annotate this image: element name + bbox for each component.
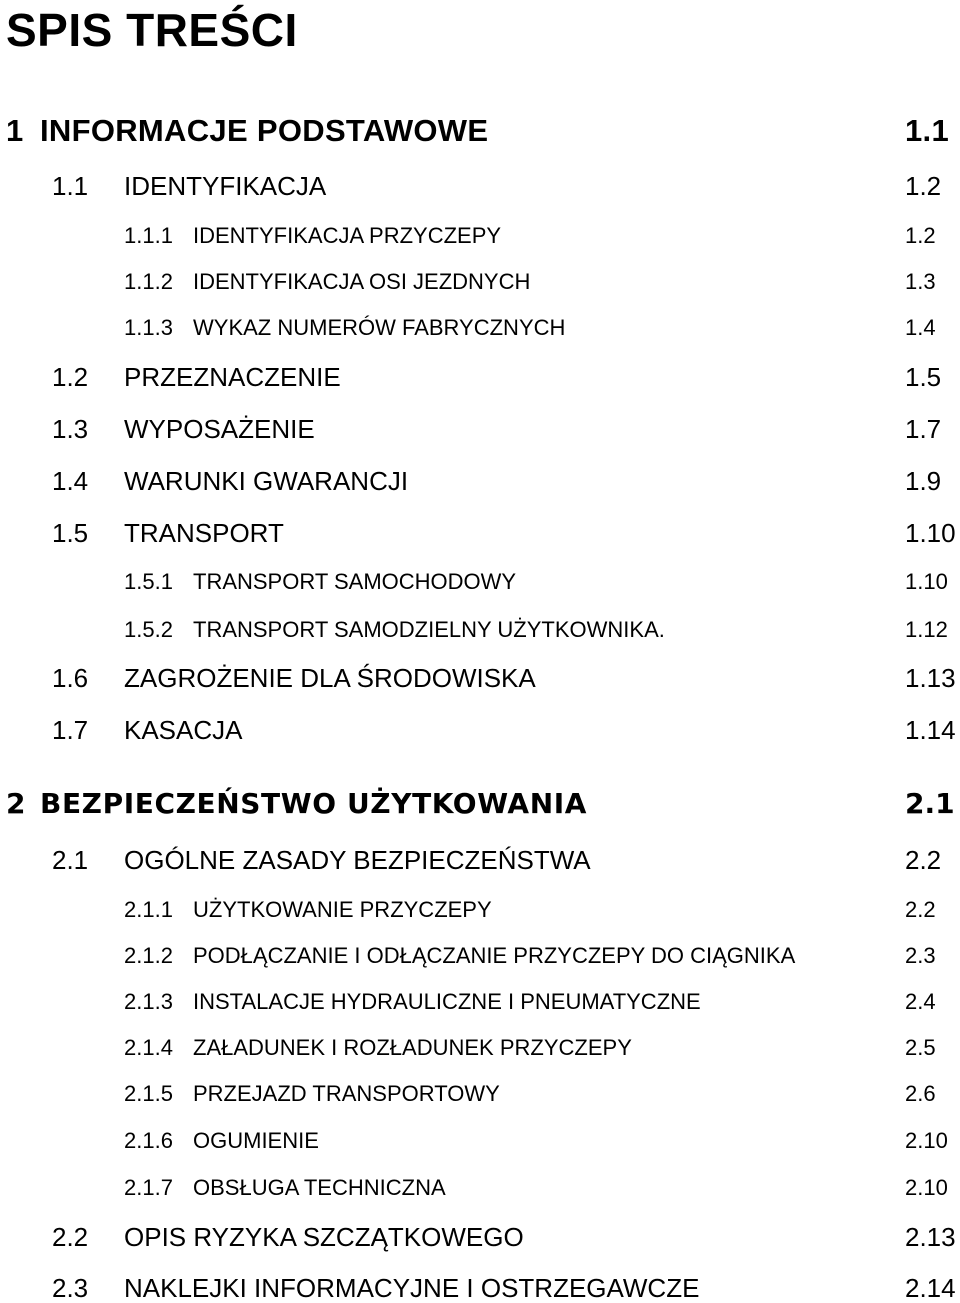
toc-page: 2.4 xyxy=(905,989,936,1014)
toc-page: 2.2 xyxy=(905,897,936,922)
toc-title: OGÓLNE ZASADY BEZPIECZEŃSTWA xyxy=(124,845,591,875)
toc-page: 1.1 xyxy=(905,113,949,148)
toc-page: 2.10 xyxy=(905,1128,948,1153)
toc-title: KASACJA xyxy=(124,715,243,745)
toc-number: 1.1.1 xyxy=(124,223,173,248)
toc-title: PODŁĄCZANIE I ODŁĄCZANIE PRZYCZEPY DO CIĄGNIKA xyxy=(193,943,796,968)
toc-page: 2.10 xyxy=(905,1175,948,1200)
toc-title: OGUMIENIE xyxy=(193,1128,319,1153)
toc-page: 1.9 xyxy=(905,466,942,496)
toc-title: IDENTYFIKACJA OSI JEZDNYCH xyxy=(193,269,531,294)
toc-title: WYKAZ NUMERÓW FABRYCZNYCH xyxy=(193,315,566,340)
toc-number: 2.1 xyxy=(52,845,89,875)
toc-number: 1.6 xyxy=(52,663,89,693)
toc-page: 1.10 xyxy=(905,569,948,594)
page-title: SPIS TREŚCI xyxy=(6,4,298,56)
toc-page: 2.2 xyxy=(905,845,942,875)
toc-title: BEZPIECZEŃSTWO UŻYTKOWANIA xyxy=(40,787,588,820)
toc-page: 2.6 xyxy=(905,1081,936,1106)
toc-title: WYPOSAŻENIE xyxy=(124,414,315,444)
toc-number: 2.1.7 xyxy=(124,1175,173,1200)
toc-page: 1.7 xyxy=(905,414,942,444)
toc-title: TRANSPORT SAMODZIELNY UŻYTKOWNIKA. xyxy=(193,617,665,642)
toc-title: INFORMACJE PODSTAWOWE xyxy=(40,113,489,148)
toc-title: IDENTYFIKACJA PRZYCZEPY xyxy=(193,223,502,248)
toc-title: ZAGROŻENIE DLA ŚRODOWISKA xyxy=(124,663,536,693)
toc-page: 1.12 xyxy=(905,617,948,642)
toc-number: 2.1.5 xyxy=(124,1081,173,1106)
toc-number: 2.1.1 xyxy=(124,897,173,922)
toc-title: TRANSPORT SAMOCHODOWY xyxy=(193,569,517,594)
toc-page: 2.1 xyxy=(905,787,955,820)
toc-title: OPIS RYZYKA SZCZĄTKOWEGO xyxy=(124,1222,524,1252)
toc-title: NAKLEJKI INFORMACYJNE I OSTRZEGAWCZE xyxy=(124,1273,700,1303)
toc-title: ZAŁADUNEK I ROZŁADUNEK PRZYCZEPY xyxy=(193,1035,632,1060)
toc-page: 1.2 xyxy=(905,223,936,248)
toc-title: PRZEZNACZENIE xyxy=(124,362,341,392)
toc-page: 1.4 xyxy=(905,315,936,340)
toc-page: 2.3 xyxy=(905,943,936,968)
toc-title: UŻYTKOWANIE PRZYCZEPY xyxy=(193,897,492,922)
toc-page: 1.10 xyxy=(905,518,956,548)
toc-number: 2 xyxy=(6,787,26,820)
toc-page: 2.14 xyxy=(905,1273,956,1303)
toc-title: TRANSPORT xyxy=(124,518,284,548)
toc-number: 1.5.2 xyxy=(124,617,173,642)
toc-number: 2.2 xyxy=(52,1222,89,1252)
toc-title: PRZEJAZD TRANSPORTOWY xyxy=(193,1081,500,1106)
toc-page: 1.5 xyxy=(905,362,942,392)
toc-page: 2.13 xyxy=(905,1222,956,1252)
toc-title: WARUNKI GWARANCJI xyxy=(124,466,409,496)
toc-number: 1.1 xyxy=(52,171,89,201)
toc-number: 1.7 xyxy=(52,715,89,745)
toc-number: 2.1.3 xyxy=(124,989,173,1014)
toc-title: INSTALACJE HYDRAULICZNE I PNEUMATYCZNE xyxy=(193,989,701,1014)
toc-page: 1.13 xyxy=(905,663,956,693)
toc-number: 1.1.3 xyxy=(124,315,173,340)
toc-number: 1.4 xyxy=(52,466,89,496)
toc-number: 2.3 xyxy=(52,1273,89,1303)
toc-title: OBSŁUGA TECHNICZNA xyxy=(193,1175,446,1200)
toc-number: 2.1.4 xyxy=(124,1035,173,1060)
toc-title: IDENTYFIKACJA xyxy=(124,171,327,201)
toc-number: 1.5.1 xyxy=(124,569,173,594)
toc-number: 2.1.6 xyxy=(124,1128,173,1153)
toc-number: 1.2 xyxy=(52,362,89,392)
toc-number: 1.3 xyxy=(52,414,89,444)
toc-page: 1.3 xyxy=(905,269,936,294)
toc-number: 1.5 xyxy=(52,518,89,548)
toc-number: 1 xyxy=(6,113,24,148)
toc-number: 2.1.2 xyxy=(124,943,173,968)
toc-page: 1.2 xyxy=(905,171,942,201)
toc-page: 2.5 xyxy=(905,1035,936,1060)
toc-page: 1.14 xyxy=(905,715,956,745)
toc-number: 1.1.2 xyxy=(124,269,173,294)
